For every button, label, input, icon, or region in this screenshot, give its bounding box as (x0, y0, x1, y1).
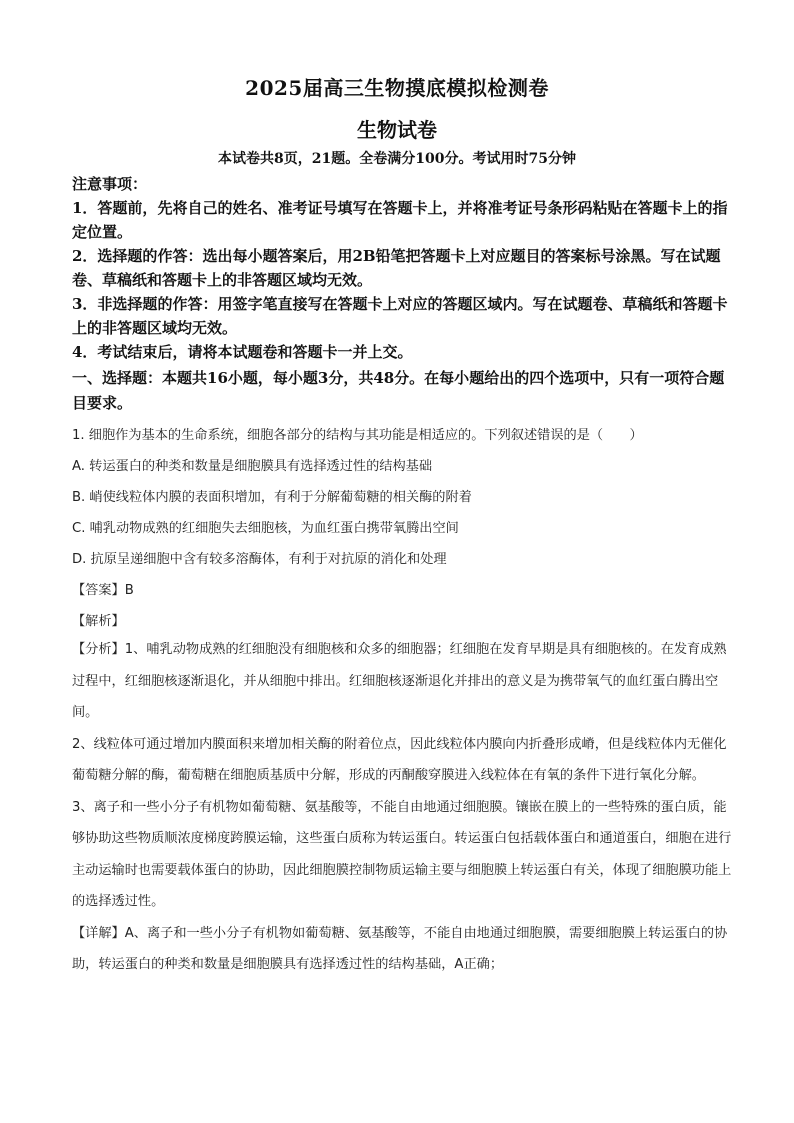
explanation-block (72, 634, 732, 981)
exam-info: 本试卷共8页，21题。全卷满分100分。考试用时75分钟 (218, 151, 576, 167)
exam-title: 2025届高三生物摸底模拟检测卷 (245, 76, 549, 100)
option-c: C. 哺乳动物成熟的红细胞失去细胞核，为血红蛋白携带氧腾出空间 (72, 521, 459, 536)
notices-heading: 注意事项： (72, 175, 148, 193)
notice-item: 4．考试结束后，请将本试题卷和答题卡一并上交。 (72, 343, 413, 361)
explanation-paragraph: 2、线粒体可通过增加内膜面积来增加相关酶的附着位点，因此线粒体内膜向内折叠形成嵴，但是线粒体内无催化葡萄糖分解的酶，葡萄糖在细胞质基质中分解，形成的丙酮酸穿膜进入线粒体在有氧的条件下进行氧化分解。 (72, 736, 727, 783)
explanation-paragraph: 【分析】1、哺乳动物成熟的红细胞没有细胞核和众多的细胞器；红细胞在发育早期是具有细胞核的。在发育成熟过程中，红细胞核逐渐退化，并从细胞中排出。红细胞核逐渐退化并排出的意义是为携带氧气的血红蛋白腾出空间。 (72, 642, 727, 720)
option-b: B. 峭使线粒体内膜的表面积增加，有利于分解葡萄糖的相关酶的附着 (72, 490, 472, 505)
notice-item: 2．选择题的作答：选出每小题答案后，用2B铅笔把答题卡上对应题目的答案标号涂黑。写在试题卷、草稿纸和答题卡上的非答题区域均无效。 (72, 247, 721, 289)
question-stem: 1. 细胞作为基本的生命系统，细胞各部分的结构与其功能是相适应的。下列叙述错误的是（ ） (72, 428, 643, 443)
exam-subtitle: 生物试卷 (357, 118, 437, 142)
notices-block (72, 172, 732, 364)
question-1 (72, 420, 732, 637)
section-heading: 一、选择题：本题共16小题，每小题3分，共48分。在每小题给出的四个选项中，只有一项符合题目要求。 (72, 369, 725, 412)
analysis-label: 【解析】 (72, 614, 125, 629)
answer-line: 【答案】B (72, 583, 134, 598)
notice-item: 3．非选择题的作答：用签字笔直接写在答题卡上对应的答题区域内。写在试题卷、草稿纸和答题卡上的非答题区域均无效。 (72, 295, 728, 337)
option-d: D. 抗原呈递细胞中含有较多溶酶体，有利于对抗原的消化和处理 (72, 552, 447, 567)
option-a: A. 转运蛋白的种类和数量是细胞膜具有选择透过性的结构基础 (72, 459, 433, 474)
explanation-paragraph: 3、离子和一些小分子有机物如葡萄糖、氨基酸等，不能自由地通过细胞膜。镶嵌在膜上的一些特殊的蛋白质，能够协助这些物质顺浓度梯度跨膜运输，这些蛋白质称为转运蛋白。转运蛋白包括载体蛋白和通道蛋白，细胞在进行主动运输时也需要载体蛋白的协助，因此细胞膜控制物质运输主要与细胞膜上转运蛋白有关，体现了细胞膜功能上的选择透过性。 (72, 799, 732, 909)
explanation-paragraph: 【详解】A、离子和一些小分子有机物如葡萄糖、氨基酸等，不能自由地通过细胞膜，需要细胞膜上转运蛋白的协助，转运蛋白的种类和数量是细胞膜具有选择透过性的结构基础，A正确； (72, 925, 728, 972)
notice-item: 1．答题前，先将自己的姓名、准考证号填写在答题卡上，并将准考证号条形码粘贴在答题卡上的指定位置。 (72, 199, 728, 241)
